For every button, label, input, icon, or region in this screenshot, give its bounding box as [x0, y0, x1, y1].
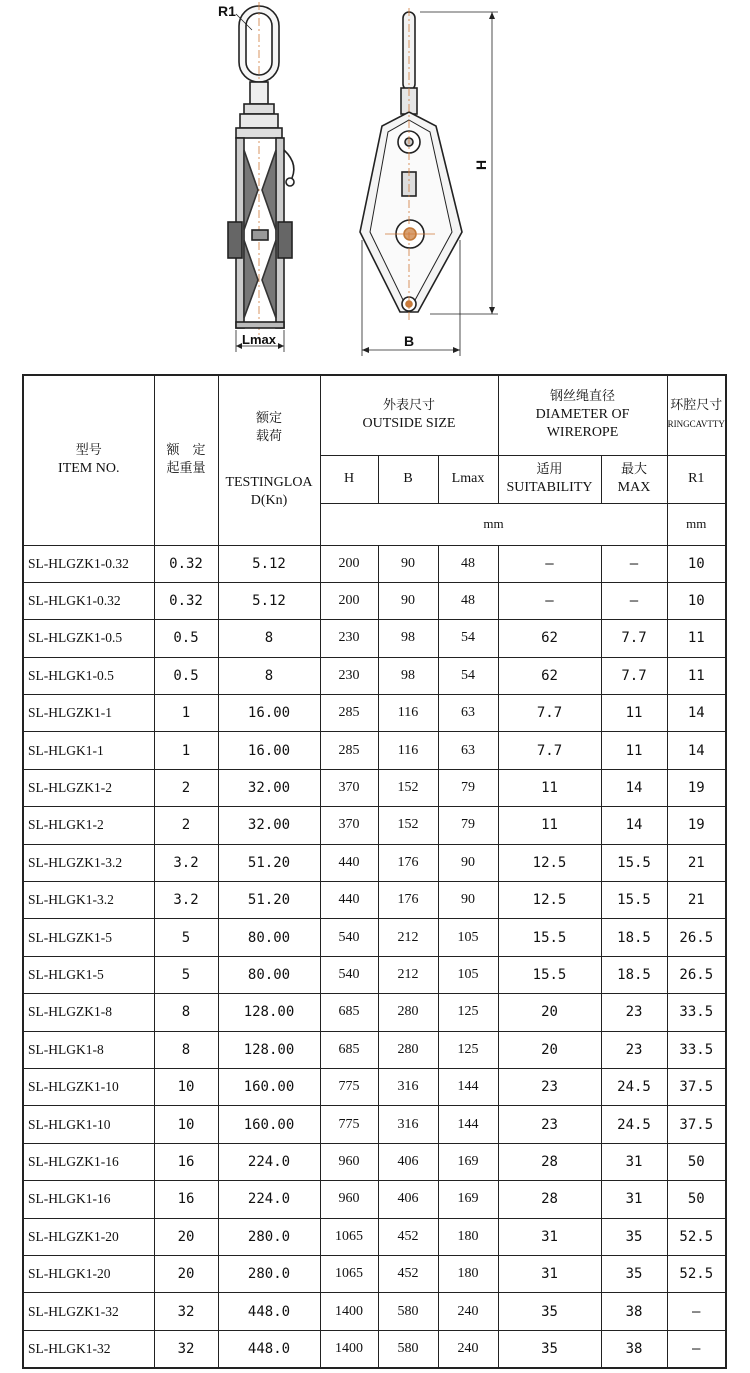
col-suitability	[498, 455, 601, 503]
table-row	[23, 994, 726, 1031]
h-cell: 230	[320, 620, 378, 657]
h-cell: 1065	[320, 1218, 378, 1255]
suitability-cell: 31	[498, 1218, 601, 1255]
item-cell: SL-HLGZK1-20	[23, 1218, 154, 1255]
rated-cell: 2	[154, 807, 218, 844]
r1-cell: 14	[667, 695, 726, 732]
header-load-en-2: D(Kn)	[250, 493, 288, 509]
lmax-cell: 125	[438, 994, 498, 1031]
r1-cell: 14	[667, 732, 726, 769]
header-wire-cn: 钢丝绳直径	[550, 389, 616, 405]
h-cell: 960	[320, 1181, 378, 1218]
b-cell: 90	[378, 545, 438, 582]
max-cell: 23	[601, 1031, 667, 1068]
max-cell: 11	[601, 732, 667, 769]
r1-cell: 19	[667, 807, 726, 844]
suitability-cell: 12.5	[498, 882, 601, 919]
item-cell: SL-HLGZK1-0.5	[23, 620, 154, 657]
header-item	[23, 375, 154, 545]
h-cell: 540	[320, 956, 378, 993]
rated-cell: 5	[154, 919, 218, 956]
load-cell: 224.0	[218, 1143, 320, 1180]
max-cell: 18.5	[601, 919, 667, 956]
load-cell: 128.00	[218, 994, 320, 1031]
b-cell: 176	[378, 844, 438, 881]
r1-cell: –	[667, 1330, 726, 1368]
suitability-cell: 35	[498, 1330, 601, 1368]
col-max	[601, 455, 667, 503]
r1-cell: 33.5	[667, 1031, 726, 1068]
table-row	[23, 1106, 726, 1143]
suitability-cell: 23	[498, 1068, 601, 1105]
lmax-cell: 144	[438, 1068, 498, 1105]
load-cell: 8	[218, 657, 320, 694]
h-cell: 200	[320, 545, 378, 582]
r1-cell: 11	[667, 657, 726, 694]
item-cell: SL-HLGK1-32	[23, 1330, 154, 1368]
header-rated-cn-1: 额 定	[166, 443, 206, 459]
h-cell: 200	[320, 582, 378, 619]
suitability-cell: 62	[498, 620, 601, 657]
pulley-block-drawing	[0, 0, 750, 370]
b-cell: 406	[378, 1143, 438, 1180]
h-cell: 685	[320, 994, 378, 1031]
lmax-cell: 169	[438, 1181, 498, 1218]
unit-mm-main: mm	[320, 503, 667, 545]
rated-cell: 0.5	[154, 620, 218, 657]
lmax-cell: 79	[438, 769, 498, 806]
max-cell: 31	[601, 1143, 667, 1180]
header-outside-cn: 外表尺寸	[382, 398, 435, 414]
h-cell: 440	[320, 882, 378, 919]
b-cell: 212	[378, 956, 438, 993]
item-cell: SL-HLGZK1-1	[23, 695, 154, 732]
item-cell: SL-HLGZK1-5	[23, 919, 154, 956]
lmax-cell: 105	[438, 956, 498, 993]
suitability-cell: 15.5	[498, 919, 601, 956]
max-cell: 35	[601, 1218, 667, 1255]
rated-cell: 8	[154, 1031, 218, 1068]
r1-cell: 26.5	[667, 956, 726, 993]
b-cell: 98	[378, 657, 438, 694]
r1-cell: –	[667, 1293, 726, 1330]
rated-cell: 32	[154, 1293, 218, 1330]
item-cell: SL-HLGK1-1	[23, 732, 154, 769]
col-max-cn: 最大	[621, 462, 648, 477]
rated-cell: 0.5	[154, 657, 218, 694]
table-row	[23, 1218, 726, 1255]
h-cell: 440	[320, 844, 378, 881]
table-row	[23, 620, 726, 657]
r1-cell: 52.5	[667, 1218, 726, 1255]
h-cell: 775	[320, 1106, 378, 1143]
r1-cell: 26.5	[667, 919, 726, 956]
max-cell: 15.5	[601, 882, 667, 919]
col-h: H	[320, 455, 378, 503]
header-rated-cn-2: 起重量	[166, 461, 206, 477]
load-cell: 32.00	[218, 769, 320, 806]
suitability-cell: 62	[498, 657, 601, 694]
lmax-cell: 180	[438, 1255, 498, 1292]
h-cell: 285	[320, 695, 378, 732]
table-row	[23, 1255, 726, 1292]
r1-cell: 33.5	[667, 994, 726, 1031]
front-view	[360, 8, 498, 356]
item-cell: SL-HLGK1-0.32	[23, 582, 154, 619]
lmax-cell: 63	[438, 695, 498, 732]
header-item-en: ITEM NO.	[58, 461, 120, 477]
suitability-cell: 31	[498, 1255, 601, 1292]
rated-cell: 0.32	[154, 582, 218, 619]
lmax-cell: 63	[438, 732, 498, 769]
max-cell: 24.5	[601, 1106, 667, 1143]
b-cell: 116	[378, 695, 438, 732]
h-cell: 1400	[320, 1293, 378, 1330]
b-cell: 316	[378, 1106, 438, 1143]
spec-table	[22, 374, 727, 1369]
load-cell: 51.20	[218, 844, 320, 881]
side-view	[228, 2, 294, 352]
suitability-cell: 23	[498, 1106, 601, 1143]
unit-mm-ring: mm	[667, 503, 726, 545]
rated-cell: 1	[154, 732, 218, 769]
header-item-cn: 型号	[75, 443, 102, 459]
max-cell: 14	[601, 769, 667, 806]
load-cell: 128.00	[218, 1031, 320, 1068]
suitability-cell: —	[498, 582, 601, 619]
lmax-cell: 125	[438, 1031, 498, 1068]
h-cell: 370	[320, 807, 378, 844]
label-h: H	[473, 159, 489, 170]
load-cell: 280.0	[218, 1255, 320, 1292]
load-cell: 32.00	[218, 807, 320, 844]
r1-cell: 21	[667, 882, 726, 919]
header-outside-en: OUTSIDE SIZE	[362, 416, 456, 432]
rated-cell: 3.2	[154, 882, 218, 919]
b-cell: 176	[378, 882, 438, 919]
lmax-cell: 169	[438, 1143, 498, 1180]
load-cell: 5.12	[218, 582, 320, 619]
header-rated	[154, 375, 218, 545]
max-cell: 38	[601, 1330, 667, 1368]
header-load-cn-2: 载荷	[255, 429, 282, 445]
table-row	[23, 545, 726, 582]
load-cell: 8	[218, 620, 320, 657]
r1-cell: 10	[667, 545, 726, 582]
b-cell: 116	[378, 732, 438, 769]
lmax-cell: 79	[438, 807, 498, 844]
load-cell: 51.20	[218, 882, 320, 919]
item-cell: SL-HLGK1-16	[23, 1181, 154, 1218]
rated-cell: 10	[154, 1106, 218, 1143]
max-cell: 11	[601, 695, 667, 732]
r1-cell: 37.5	[667, 1106, 726, 1143]
lmax-cell: 180	[438, 1218, 498, 1255]
b-cell: 90	[378, 582, 438, 619]
h-cell: 230	[320, 657, 378, 694]
table-row	[23, 919, 726, 956]
lmax-cell: 240	[438, 1293, 498, 1330]
header-ring-cn: 环腔尺寸	[670, 398, 723, 414]
table-row	[23, 807, 726, 844]
suitability-cell: 20	[498, 994, 601, 1031]
rated-cell: 20	[154, 1255, 218, 1292]
header-wire-en-1: DIAMETER OF	[535, 407, 630, 423]
h-cell: 540	[320, 919, 378, 956]
lmax-cell: 105	[438, 919, 498, 956]
load-cell: 448.0	[218, 1330, 320, 1368]
item-cell: SL-HLGK1-2	[23, 807, 154, 844]
suitability-cell: 11	[498, 807, 601, 844]
header-wire	[498, 375, 667, 455]
col-suit-en: SUITABILITY	[506, 480, 593, 495]
max-cell: 18.5	[601, 956, 667, 993]
max-cell: —	[601, 545, 667, 582]
max-cell: 38	[601, 1293, 667, 1330]
header-wire-en-2: WIREROPE	[546, 425, 619, 441]
col-suit-cn: 适用	[536, 462, 563, 477]
b-cell: 212	[378, 919, 438, 956]
load-cell: 5.12	[218, 545, 320, 582]
rated-cell: 3.2	[154, 844, 218, 881]
suitability-cell: 28	[498, 1181, 601, 1218]
h-cell: 1400	[320, 1330, 378, 1368]
r1-cell: 10	[667, 582, 726, 619]
header-ring-en: RINGCAVTTY	[667, 419, 725, 430]
lmax-cell: 90	[438, 882, 498, 919]
b-cell: 452	[378, 1218, 438, 1255]
h-cell: 1065	[320, 1255, 378, 1292]
b-cell: 152	[378, 769, 438, 806]
max-cell: 31	[601, 1181, 667, 1218]
item-cell: SL-HLGZK1-8	[23, 994, 154, 1031]
table-row	[23, 1293, 726, 1330]
item-cell: SL-HLGZK1-16	[23, 1143, 154, 1180]
load-cell: 280.0	[218, 1218, 320, 1255]
max-cell: 23	[601, 994, 667, 1031]
item-cell: SL-HLGK1-10	[23, 1106, 154, 1143]
b-cell: 280	[378, 994, 438, 1031]
max-cell: 15.5	[601, 844, 667, 881]
suitability-cell: —	[498, 545, 601, 582]
r1-cell: 19	[667, 769, 726, 806]
max-cell: 35	[601, 1255, 667, 1292]
lmax-cell: 240	[438, 1330, 498, 1368]
table-row	[23, 1031, 726, 1068]
b-cell: 580	[378, 1330, 438, 1368]
rated-cell: 32	[154, 1330, 218, 1368]
col-r1: R1	[667, 455, 726, 503]
rated-cell: 1	[154, 695, 218, 732]
load-cell: 80.00	[218, 956, 320, 993]
table-row	[23, 657, 726, 694]
suitability-cell: 7.7	[498, 695, 601, 732]
r1-cell: 11	[667, 620, 726, 657]
item-cell: SL-HLGK1-0.5	[23, 657, 154, 694]
header-load-en-1: TESTINGLOA	[225, 475, 313, 491]
max-cell: 24.5	[601, 1068, 667, 1105]
header-outside	[320, 375, 498, 455]
load-cell: 80.00	[218, 919, 320, 956]
spec-table-body	[23, 545, 726, 1368]
suitability-cell: 12.5	[498, 844, 601, 881]
load-cell: 224.0	[218, 1181, 320, 1218]
rated-cell: 8	[154, 994, 218, 1031]
table-row	[23, 1068, 726, 1105]
suitability-cell: 20	[498, 1031, 601, 1068]
lmax-cell: 54	[438, 620, 498, 657]
rated-cell: 16	[154, 1181, 218, 1218]
r1-cell: 50	[667, 1181, 726, 1218]
col-lmax: Lmax	[438, 455, 498, 503]
item-cell: SL-HLGK1-8	[23, 1031, 154, 1068]
suitability-cell: 35	[498, 1293, 601, 1330]
col-b: B	[378, 455, 438, 503]
lmax-cell: 54	[438, 657, 498, 694]
suitability-cell: 28	[498, 1143, 601, 1180]
b-cell: 98	[378, 620, 438, 657]
max-cell: 14	[601, 807, 667, 844]
header-load	[218, 375, 320, 545]
max-cell: —	[601, 582, 667, 619]
max-cell: 7.7	[601, 657, 667, 694]
b-cell: 452	[378, 1255, 438, 1292]
b-cell: 580	[378, 1293, 438, 1330]
rated-cell: 16	[154, 1143, 218, 1180]
table-row	[23, 582, 726, 619]
b-cell: 316	[378, 1068, 438, 1105]
lmax-cell: 90	[438, 844, 498, 881]
rated-cell: 0.32	[154, 545, 218, 582]
item-cell: SL-HLGZK1-32	[23, 1293, 154, 1330]
table-row	[23, 1143, 726, 1180]
item-cell: SL-HLGK1-5	[23, 956, 154, 993]
load-cell: 160.00	[218, 1068, 320, 1105]
load-cell: 160.00	[218, 1106, 320, 1143]
suitability-cell: 7.7	[498, 732, 601, 769]
h-cell: 960	[320, 1143, 378, 1180]
header-ring	[667, 375, 726, 455]
table-row	[23, 1181, 726, 1218]
table-row	[23, 769, 726, 806]
b-cell: 406	[378, 1181, 438, 1218]
load-cell: 16.00	[218, 732, 320, 769]
table-row	[23, 732, 726, 769]
rated-cell: 5	[154, 956, 218, 993]
label-b: B	[404, 333, 415, 349]
max-cell: 7.7	[601, 620, 667, 657]
rated-cell: 20	[154, 1218, 218, 1255]
label-r1: R1	[218, 3, 236, 19]
item-cell: SL-HLGZK1-10	[23, 1068, 154, 1105]
h-cell: 685	[320, 1031, 378, 1068]
table-row	[23, 956, 726, 993]
load-cell: 16.00	[218, 695, 320, 732]
b-cell: 152	[378, 807, 438, 844]
r1-cell: 21	[667, 844, 726, 881]
suitability-cell: 11	[498, 769, 601, 806]
rated-cell: 2	[154, 769, 218, 806]
header-load-cn-1: 额定	[255, 411, 282, 427]
h-cell: 370	[320, 769, 378, 806]
item-cell: SL-HLGK1-3.2	[23, 882, 154, 919]
load-cell: 448.0	[218, 1293, 320, 1330]
table-row	[23, 1330, 726, 1368]
r1-cell: 50	[667, 1143, 726, 1180]
item-cell: SL-HLGZK1-3.2	[23, 844, 154, 881]
r1-cell: 52.5	[667, 1255, 726, 1292]
r1-cell: 37.5	[667, 1068, 726, 1105]
table-row	[23, 695, 726, 732]
item-cell: SL-HLGK1-20	[23, 1255, 154, 1292]
suitability-cell: 15.5	[498, 956, 601, 993]
table-row	[23, 882, 726, 919]
b-cell: 280	[378, 1031, 438, 1068]
h-cell: 285	[320, 732, 378, 769]
lmax-cell: 48	[438, 545, 498, 582]
lmax-cell: 48	[438, 582, 498, 619]
label-lmax: Lmax	[242, 332, 276, 347]
lmax-cell: 144	[438, 1106, 498, 1143]
table-row	[23, 844, 726, 881]
rated-cell: 10	[154, 1068, 218, 1105]
col-max-en: MAX	[617, 480, 651, 495]
item-cell: SL-HLGZK1-2	[23, 769, 154, 806]
h-cell: 775	[320, 1068, 378, 1105]
item-cell: SL-HLGZK1-0.32	[23, 545, 154, 582]
